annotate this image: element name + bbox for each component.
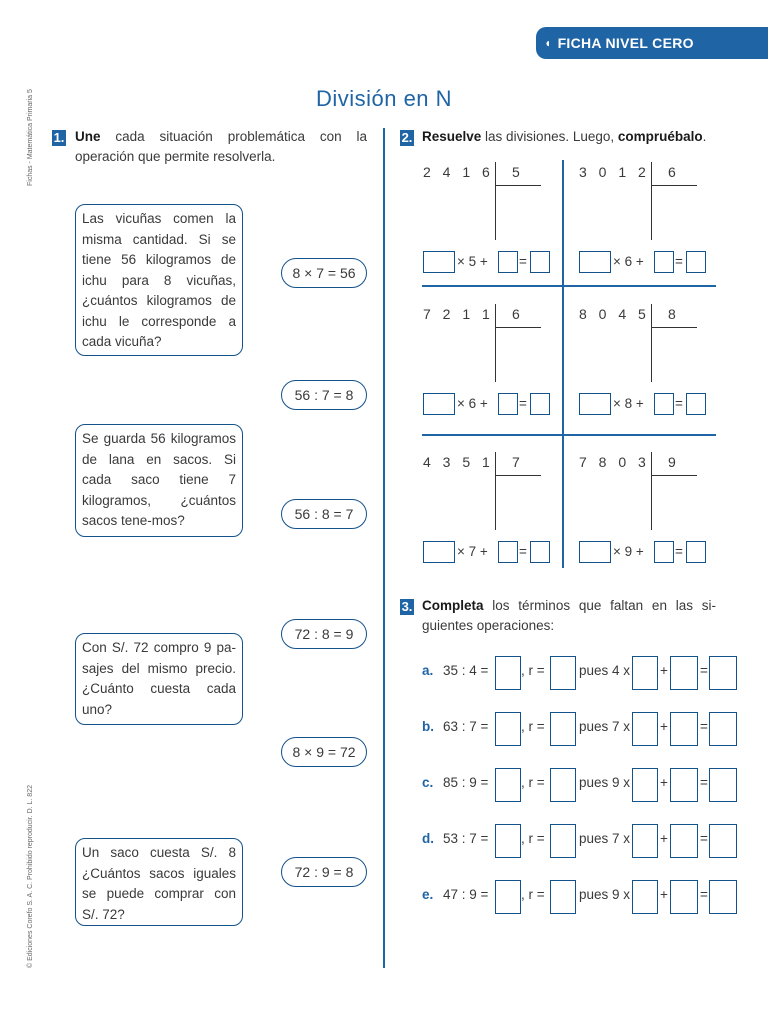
equals-sign: = [519,254,527,269]
q3-text: los términos que faltan en las si-guientes operaciones: [422,598,716,633]
answer-box-result[interactable] [686,541,706,563]
addend-box[interactable] [670,656,698,690]
check-operator: × 5 + [457,254,488,269]
equals-sign: = [700,831,708,846]
dividend: 3 0 1 2 [579,164,650,180]
q2-period: . [702,129,707,144]
equals-sign: = [519,544,527,559]
row-letter: d. [422,831,434,846]
tab-marker-icon: ◖ [544,36,552,50]
q2-verb-2: compruébalo [617,129,703,144]
answer-box-quotient[interactable] [423,251,455,273]
answer-box-remainder[interactable] [654,393,674,415]
product-box[interactable] [632,712,658,746]
problem-card: Se guarda 56 kilogramos de lana en sacos. Si cada saco tiene 7 kilogramos, ¿cuántos sacos tene-mos? [75,424,243,537]
check-operator: × 6 + [613,254,644,269]
remainder-box[interactable] [550,824,576,858]
operation-pill[interactable]: 72 : 8 = 9 [281,619,367,649]
quotient-box[interactable] [495,880,521,914]
division-expression: 63 : 7 = [443,719,489,734]
remainder-label: , r = [521,719,545,734]
bracket-horizontal [495,475,541,476]
column-divider [383,128,385,968]
q2-instruction [422,127,722,147]
check-operator: × 6 + [457,396,488,411]
grid-horizontal-line [422,434,716,436]
result-box[interactable] [709,656,737,690]
divisor: 5 [512,164,520,180]
remainder-box[interactable] [550,880,576,914]
equals-sign: = [675,396,683,411]
dividend: 2 4 1 6 [423,164,494,180]
remainder-label: , r = [521,887,545,902]
quotient-box[interactable] [495,712,521,746]
check-operator: × 8 + [613,396,644,411]
answer-box-quotient[interactable] [423,393,455,415]
product-box[interactable] [632,768,658,802]
row-letter: b. [422,719,434,734]
bracket-horizontal [495,327,541,328]
row-letter: a. [422,663,434,678]
equals-sign: = [519,396,527,411]
plus-sign: + [660,887,668,902]
equals-sign: = [675,544,683,559]
answer-box-remainder[interactable] [654,251,674,273]
divisor: 9 [668,454,676,470]
bracket-horizontal [651,327,697,328]
q1-text: cada situación problemática con la operación que permite resolverla. [75,129,367,164]
row-letter: c. [422,775,434,790]
q1-number: 1. [53,130,65,145]
check-operator: × 7 + [457,544,488,559]
operation-pill[interactable]: 56 : 8 = 7 [281,499,367,529]
dividend: 4 3 5 1 [423,454,494,470]
divisor: 6 [668,164,676,180]
answer-box-remainder[interactable] [498,393,518,415]
check-label: pues 9 x [579,887,631,902]
plus-sign: + [660,663,668,678]
check-operator: × 9 + [613,544,644,559]
equals-sign: = [700,663,708,678]
addend-box[interactable] [670,824,698,858]
quotient-box[interactable] [495,824,521,858]
result-box[interactable] [709,712,737,746]
q2-text: las divisiones. Luego, [481,129,618,144]
remainder-label: , r = [521,663,545,678]
q1-instruction [75,127,367,167]
answer-box-result[interactable] [686,251,706,273]
remainder-label: , r = [521,831,545,846]
problem-card: Con S/. 72 compro 9 pa-sajes del mismo precio. ¿Cuánto cuesta cada uno? [75,633,243,725]
addend-box[interactable] [670,712,698,746]
answer-box-result[interactable] [530,251,550,273]
check-label: pues 7 x [579,831,631,846]
operation-pill[interactable]: 72 : 9 = 8 [281,857,367,887]
quotient-box[interactable] [495,768,521,802]
bracket-vertical [495,162,496,240]
equals-sign: = [700,775,708,790]
page-title: División en N [315,86,453,111]
equals-sign: = [700,887,708,902]
plus-sign: + [660,831,668,846]
dividend: 7 8 0 3 [579,454,650,470]
addend-box[interactable] [670,880,698,914]
dividend: 7 2 1 1 [423,306,494,322]
q3-instruction [422,596,716,636]
plus-sign: + [660,719,668,734]
q3-number: 3. [401,599,413,614]
bracket-vertical [495,452,496,530]
product-box[interactable] [632,880,658,914]
divisor: 6 [512,306,520,322]
remainder-box[interactable] [550,712,576,746]
equals-sign: = [675,254,683,269]
operation-pill[interactable]: 56 : 7 = 8 [281,380,367,410]
problem-card: Un saco cuesta S/. 8 ¿Cuántos sacos iguales se puede comprar con S/. 72? [75,838,243,926]
dividend: 8 0 4 5 [579,306,650,322]
q2-number: 2. [401,130,413,145]
equals-sign: = [700,719,708,734]
check-label: pues 9 x [579,775,631,790]
q3-verb: Completa [422,598,484,613]
check-label: pues 7 x [579,719,631,734]
bracket-vertical [651,304,652,382]
bracket-vertical [495,304,496,382]
answer-box-result[interactable] [686,393,706,415]
answer-box-result[interactable] [530,393,550,415]
level-tab [536,27,768,59]
result-box[interactable] [709,768,737,802]
q1-verb: Une [75,129,101,144]
product-box[interactable] [632,824,658,858]
result-box[interactable] [709,824,737,858]
result-box[interactable] [709,880,737,914]
division-expression: 35 : 4 = [443,663,489,678]
problem-card: Las vicuñas comen la misma cantidad. Si se tiene 56 kilogramos de ichu para 8 vicuñas, ¿cuántos kilogramos de ichu le corresponde a cada vicuña? [75,204,243,356]
divisor: 7 [512,454,520,470]
answer-box-remainder[interactable] [498,541,518,563]
grid-horizontal-line [422,285,716,287]
answer-box-quotient[interactable] [579,541,611,563]
answer-box-result[interactable] [530,541,550,563]
product-box[interactable] [632,656,658,690]
operation-pill[interactable]: 8 × 7 = 56 [281,258,367,288]
bracket-horizontal [651,185,697,186]
grid-vertical-line [562,160,564,568]
answer-box-remainder[interactable] [654,541,674,563]
plus-sign: + [660,775,668,790]
remainder-box[interactable] [550,656,576,690]
side-text-top: Fichas - Matemática Primaria 5 [27,89,34,186]
answer-box-quotient[interactable] [579,251,611,273]
division-expression: 53 : 7 = [443,831,489,846]
row-letter: e. [422,887,434,902]
remainder-label: , r = [521,775,545,790]
side-text-bottom: © Ediciones Corefo S. A. C. Prohibido reproducir. D. L. 822 [27,785,34,968]
operation-pill[interactable]: 8 × 9 = 72 [281,737,367,767]
tab-label: FICHA NIVEL CERO [557,35,694,51]
remainder-box[interactable] [550,768,576,802]
addend-box[interactable] [670,768,698,802]
answer-box-quotient[interactable] [579,393,611,415]
division-expression: 47 : 9 = [443,887,489,902]
division-expression: 85 : 9 = [443,775,489,790]
check-label: pues 4 x [579,663,631,678]
bracket-vertical [651,162,652,240]
q2-verb: Resuelve [422,129,482,144]
answer-box-quotient[interactable] [423,541,455,563]
answer-box-remainder[interactable] [498,251,518,273]
quotient-box[interactable] [495,656,521,690]
divisor: 8 [668,306,676,322]
bracket-horizontal [495,185,541,186]
bracket-vertical [651,452,652,530]
bracket-horizontal [651,475,697,476]
